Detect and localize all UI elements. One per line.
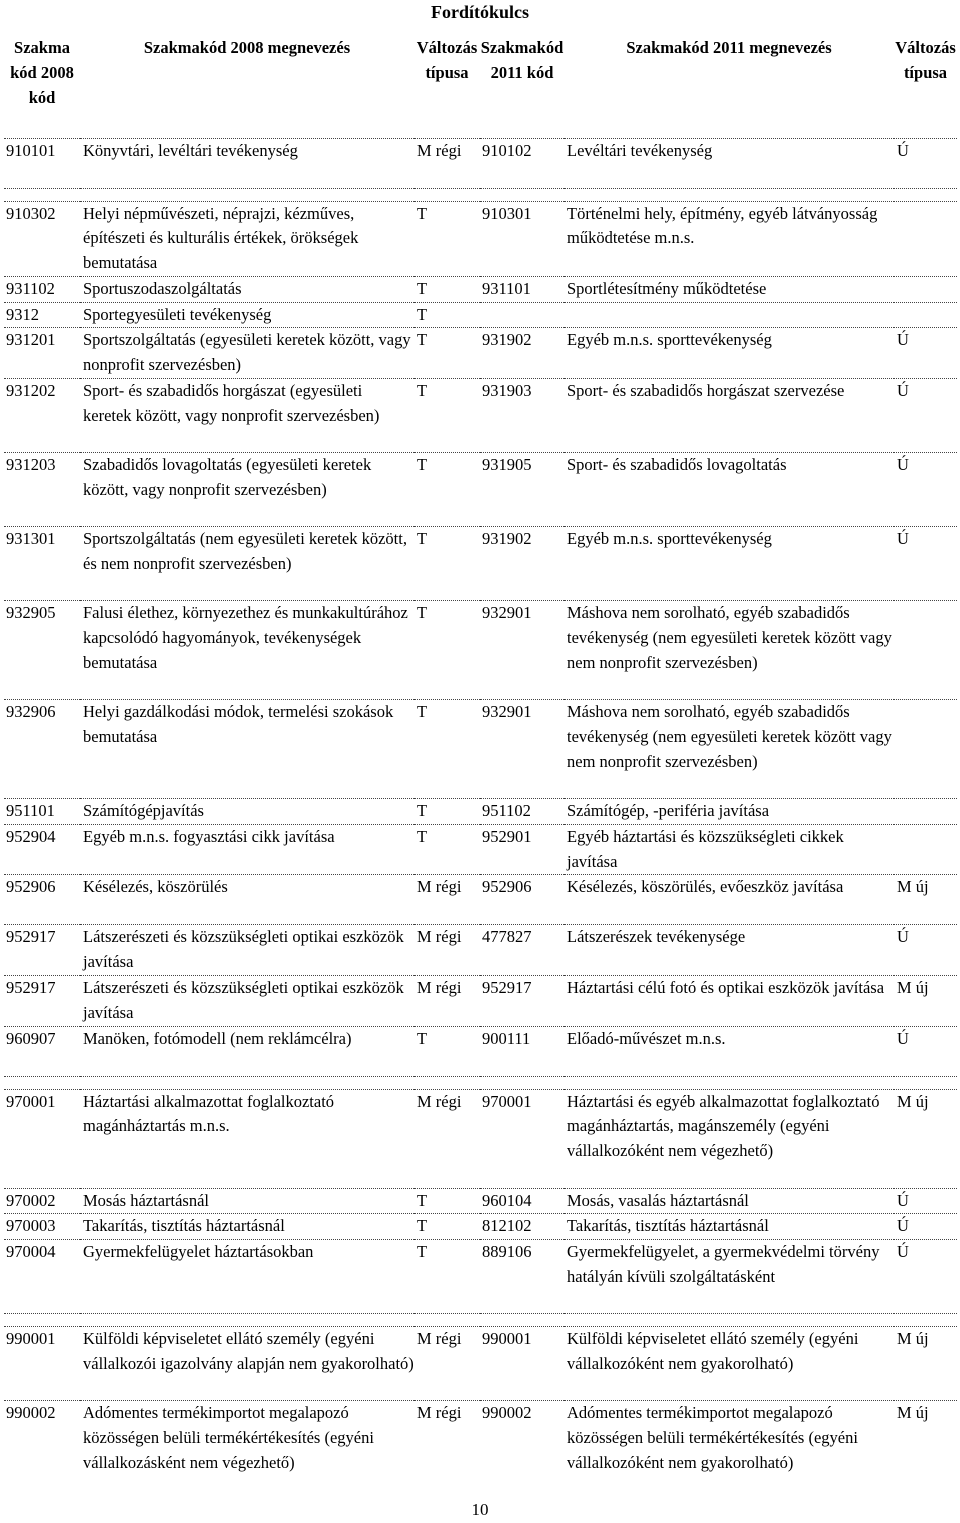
page-title: Fordítókulcs xyxy=(430,2,529,22)
cell-change-type-1: T xyxy=(414,379,480,453)
cell-change-type-2 xyxy=(894,700,957,799)
cell-code-2008: 970003 xyxy=(4,1214,80,1240)
cell-code-2008: 970004 xyxy=(4,1240,80,1314)
cell-change-type-2 xyxy=(894,601,957,700)
page-number: 10 xyxy=(471,1500,489,1519)
cell-name-2011: Sportlétesítmény működtetése xyxy=(564,276,894,302)
cell-code-2011: 931902 xyxy=(480,527,564,601)
cell-name-2011: Háztartási és egyéb alkalmazottat foglalkoztató magánháztartás, magánszemély (egyéni vállalkozóként nem végezhető) xyxy=(564,1089,894,1188)
cell-name-2008: Egyéb m.n.s. fogyasztási cikk javítása xyxy=(80,824,414,875)
table-row xyxy=(4,302,957,328)
table-row xyxy=(4,1401,957,1500)
cell-code-2011: 970001 xyxy=(480,1089,564,1188)
cell-code-2011: 910102 xyxy=(480,138,564,188)
cell-name-2011: Takarítás, tisztítás háztartásnál xyxy=(564,1214,894,1240)
cell-change-type-2: Ú xyxy=(894,453,957,527)
spacer-cell xyxy=(414,1076,480,1089)
cell-change-type-1: T xyxy=(414,201,480,276)
cell-name-2011: Egyéb m.n.s. sporttevékenység xyxy=(564,328,894,379)
cell-code-2011: 990002 xyxy=(480,1401,564,1500)
cell-name-2008: Külföldi képviseletet ellátó személy (egyéni vállalkozói igazolvány alapján nem gyakorolható) xyxy=(80,1327,414,1401)
cell-change-type-1: T xyxy=(414,453,480,527)
cell-code-2011: 931905 xyxy=(480,453,564,527)
cell-name-2008: Falusi élethez, környezethez és munkakultúrához kapcsolódó hagyományok, tevékenységek bemutatása xyxy=(80,601,414,700)
cell-name-2011: Sport- és szabadidős horgászat szervezése xyxy=(564,379,894,453)
cell-name-2011: Egyéb háztartási és közszükségleti cikkek javítása xyxy=(564,824,894,875)
cell-change-type-2: M új xyxy=(894,1089,957,1188)
cell-name-2011: Adómentes termékimportot megalapozó közösségen belüli termékértékesítés (egyéni vállalkozóként nem gyakorolható) xyxy=(564,1401,894,1500)
cell-change-type-2 xyxy=(894,799,957,825)
table-row xyxy=(4,925,957,976)
cell-change-type-1: T xyxy=(414,601,480,700)
cell-change-type-1: M régi xyxy=(414,1327,480,1401)
cell-change-type-2: M új xyxy=(894,976,957,1027)
cell-name-2008: Gyermekfelügyelet háztartásokban xyxy=(80,1240,414,1314)
cell-change-type-2: M új xyxy=(894,1327,957,1401)
table-row xyxy=(4,601,957,700)
table-row xyxy=(4,527,957,601)
cell-name-2008: Sportuszodaszolgáltatás xyxy=(80,276,414,302)
spacer-cell xyxy=(564,188,894,201)
cell-name-2008: Késélezés, köszörülés xyxy=(80,875,414,925)
cell-change-type-2: Ú xyxy=(894,328,957,379)
cell-code-2008: 932905 xyxy=(4,601,80,700)
table-row xyxy=(4,138,957,188)
cell-code-2011: 910301 xyxy=(480,201,564,276)
cell-change-type-1: M régi xyxy=(414,138,480,188)
cell-name-2011: Egyéb m.n.s. sporttevékenység xyxy=(564,527,894,601)
cell-code-2011: 952906 xyxy=(480,875,564,925)
cell-change-type-1: T xyxy=(414,1026,480,1076)
spacer-cell xyxy=(894,1076,957,1089)
cell-name-2011: Gyermekfelügyelet, a gyermekvédelmi törvény hatályán kívüli szolgáltatásként xyxy=(564,1240,894,1314)
cell-name-2008: Sportegyesületi tevékenység xyxy=(80,302,414,328)
cell-name-2008: Sportszolgáltatás (nem egyesületi keretek között, és nem nonprofit szervezésben) xyxy=(80,527,414,601)
spacer-cell xyxy=(4,1076,80,1089)
cell-name-2011: Levéltári tevékenység xyxy=(564,138,894,188)
cell-name-2011: Külföldi képviseletet ellátó személy (egyéni vállalkozóként nem gyakorolható) xyxy=(564,1327,894,1401)
table-row xyxy=(4,875,957,925)
cell-name-2011 xyxy=(564,302,894,328)
cell-name-2008: Helyi gazdálkodási módok, termelési szokások bemutatása xyxy=(80,700,414,799)
cell-code-2008: 990001 xyxy=(4,1327,80,1401)
cell-code-2008: 952917 xyxy=(4,925,80,976)
table-row xyxy=(4,276,957,302)
cell-change-type-1: M régi xyxy=(414,925,480,976)
table-row xyxy=(4,379,957,453)
cell-change-type-2: Ú xyxy=(894,925,957,976)
cell-change-type-1: T xyxy=(414,1240,480,1314)
table-row xyxy=(4,824,957,875)
table-row xyxy=(4,328,957,379)
header-change-type-1: Változás típusa xyxy=(414,36,480,138)
cell-code-2008: 952904 xyxy=(4,824,80,875)
cell-code-2008: 932906 xyxy=(4,700,80,799)
cell-change-type-1: T xyxy=(414,328,480,379)
cell-change-type-1: T xyxy=(414,700,480,799)
cell-code-2011: 951102 xyxy=(480,799,564,825)
cell-name-2011: Történelmi hely, építmény, egyéb látványosság működtetése m.n.s. xyxy=(564,201,894,276)
header-name-2008: Szakmakód 2008 megnevezés xyxy=(80,36,414,138)
cell-change-type-2: M új xyxy=(894,1401,957,1500)
spacer-cell xyxy=(4,1314,80,1327)
cell-name-2011: Látszerészek tevékenysége xyxy=(564,925,894,976)
cell-change-type-2: Ú xyxy=(894,1240,957,1314)
cell-code-2011: 960104 xyxy=(480,1188,564,1214)
cell-code-2011: 952901 xyxy=(480,824,564,875)
cell-name-2011: Előadó-művészet m.n.s. xyxy=(564,1026,894,1076)
cell-code-2008: 970002 xyxy=(4,1188,80,1214)
cell-change-type-2 xyxy=(894,201,957,276)
cell-code-2008: 931201 xyxy=(4,328,80,379)
cell-name-2011: Mosás, vasalás háztartásnál xyxy=(564,1188,894,1214)
cell-change-type-2: Ú xyxy=(894,1214,957,1240)
cell-change-type-2 xyxy=(894,276,957,302)
cell-code-2011: 931101 xyxy=(480,276,564,302)
header-code-2011: Szakmakód 2011 kód xyxy=(480,36,564,138)
cell-change-type-1: T xyxy=(414,302,480,328)
table-row xyxy=(4,1188,957,1214)
table-header-row xyxy=(4,36,957,138)
cell-code-2008: 931202 xyxy=(4,379,80,453)
cell-code-2008: 910101 xyxy=(4,138,80,188)
cell-code-2008: 970001 xyxy=(4,1089,80,1188)
cell-code-2011: 990001 xyxy=(480,1327,564,1401)
cell-code-2008: 952917 xyxy=(4,976,80,1027)
cell-change-type-2: Ú xyxy=(894,1026,957,1076)
cell-change-type-1: T xyxy=(414,824,480,875)
header-name-2011: Szakmakód 2011 megnevezés xyxy=(564,36,894,138)
cell-name-2008: Mosás háztartásnál xyxy=(80,1188,414,1214)
cell-name-2008: Manöken, fotómodell (nem reklámcélra) xyxy=(80,1026,414,1076)
spacer-row xyxy=(4,188,957,201)
cell-name-2008: Sportszolgáltatás (egyesületi keretek között, vagy nonprofit szervezésben) xyxy=(80,328,414,379)
cell-change-type-1: M régi xyxy=(414,1089,480,1188)
table-row xyxy=(4,1327,957,1401)
cell-change-type-1: T xyxy=(414,1214,480,1240)
table-row xyxy=(4,453,957,527)
cell-change-type-2: Ú xyxy=(894,527,957,601)
spacer-cell xyxy=(480,1314,564,1327)
cell-change-type-1: M régi xyxy=(414,976,480,1027)
cell-code-2011: 931903 xyxy=(480,379,564,453)
spacer-cell xyxy=(564,1314,894,1327)
cell-change-type-1: T xyxy=(414,799,480,825)
table-row xyxy=(4,700,957,799)
spacer-cell xyxy=(480,1076,564,1089)
cell-name-2008: Háztartási alkalmazottat foglalkoztató magánháztartás m.n.s. xyxy=(80,1089,414,1188)
header-code-2008: Szakma kód 2008 kód xyxy=(4,36,80,138)
spacer-row xyxy=(4,1076,957,1089)
cell-change-type-2: Ú xyxy=(894,1188,957,1214)
cell-code-2008: 960907 xyxy=(4,1026,80,1076)
cell-change-type-1: T xyxy=(414,1188,480,1214)
cell-name-2011: Késélezés, köszörülés, evőeszköz javítása xyxy=(564,875,894,925)
cell-code-2008: 952906 xyxy=(4,875,80,925)
cell-name-2008: Látszerészeti és közszükségleti optikai eszközök javítása xyxy=(80,925,414,976)
spacer-cell xyxy=(894,188,957,201)
spacer-cell xyxy=(480,188,564,201)
table-row xyxy=(4,201,957,276)
cell-code-2011: 812102 xyxy=(480,1214,564,1240)
cell-name-2008: Adómentes termékimportot megalapozó közösségen belüli termékértékesítés (egyéni vállalkozásként nem végezhető) xyxy=(80,1401,414,1500)
cell-change-type-1: T xyxy=(414,527,480,601)
spacer-cell xyxy=(894,1314,957,1327)
cell-code-2011: 932901 xyxy=(480,601,564,700)
spacer-cell xyxy=(4,188,80,201)
spacer-cell xyxy=(414,188,480,201)
cell-code-2008: 951101 xyxy=(4,799,80,825)
table-row xyxy=(4,799,957,825)
cell-name-2011: Számítógép, -periféria javítása xyxy=(564,799,894,825)
cell-code-2011: 477827 xyxy=(480,925,564,976)
table-row xyxy=(4,1026,957,1076)
cell-name-2008: Takarítás, tisztítás háztartásnál xyxy=(80,1214,414,1240)
spacer-cell xyxy=(564,1076,894,1089)
table-row xyxy=(4,1240,957,1314)
cell-code-2008: 931203 xyxy=(4,453,80,527)
spacer-cell xyxy=(80,1076,414,1089)
cell-code-2011: 889106 xyxy=(480,1240,564,1314)
cell-change-type-2: Ú xyxy=(894,379,957,453)
cell-change-type-2 xyxy=(894,824,957,875)
cell-change-type-1: T xyxy=(414,276,480,302)
cell-name-2008: Könyvtári, levéltári tevékenység xyxy=(80,138,414,188)
cell-code-2011: 900111 xyxy=(480,1026,564,1076)
cell-name-2011: Háztartási célú fotó és optikai eszközök javítása xyxy=(564,976,894,1027)
cell-change-type-2: M új xyxy=(894,875,957,925)
cell-code-2008: 931301 xyxy=(4,527,80,601)
cell-name-2011: Sport- és szabadidős lovagoltatás xyxy=(564,453,894,527)
cell-name-2008: Szabadidős lovagoltatás (egyesületi keretek között, vagy nonprofit szervezésben) xyxy=(80,453,414,527)
cell-code-2008: 931102 xyxy=(4,276,80,302)
cell-name-2008: Sport- és szabadidős horgászat (egyesületi keretek között, vagy nonprofit szervezésben) xyxy=(80,379,414,453)
cell-change-type-2 xyxy=(894,302,957,328)
spacer-row xyxy=(4,1314,957,1327)
spacer-cell xyxy=(80,188,414,201)
cell-code-2008: 9312 xyxy=(4,302,80,328)
cell-code-2008: 910302 xyxy=(4,201,80,276)
spacer-cell xyxy=(414,1314,480,1327)
cell-change-type-1: M régi xyxy=(414,875,480,925)
cell-name-2011: Máshova nem sorolható, egyéb szabadidős tevékenység (nem egyesületi keretek között vagy nem nonprofit szervezésben) xyxy=(564,700,894,799)
cell-name-2011: Máshova nem sorolható, egyéb szabadidős tevékenység (nem egyesületi keretek között vagy nem nonprofit szervezésben) xyxy=(564,601,894,700)
cell-change-type-1: M régi xyxy=(414,1401,480,1500)
translation-key-table xyxy=(4,36,957,1500)
cell-code-2011 xyxy=(480,302,564,328)
table-row xyxy=(4,976,957,1027)
cell-name-2008: Helyi népművészeti, néprajzi, kézműves, építészeti és kulturális értékek, örökségek bemutatása xyxy=(80,201,414,276)
table-row xyxy=(4,1214,957,1240)
table-row xyxy=(4,1089,957,1188)
cell-name-2008: Látszerészeti és közszükségleti optikai eszközök javítása xyxy=(80,976,414,1027)
cell-change-type-2: Ú xyxy=(894,138,957,188)
header-change-type-2: Változás típusa xyxy=(894,36,957,138)
cell-code-2011: 932901 xyxy=(480,700,564,799)
cell-code-2011: 931902 xyxy=(480,328,564,379)
spacer-cell xyxy=(80,1314,414,1327)
table-body xyxy=(4,138,957,1500)
cell-name-2008: Számítógépjavítás xyxy=(80,799,414,825)
cell-code-2008: 990002 xyxy=(4,1401,80,1500)
cell-code-2011: 952917 xyxy=(480,976,564,1027)
